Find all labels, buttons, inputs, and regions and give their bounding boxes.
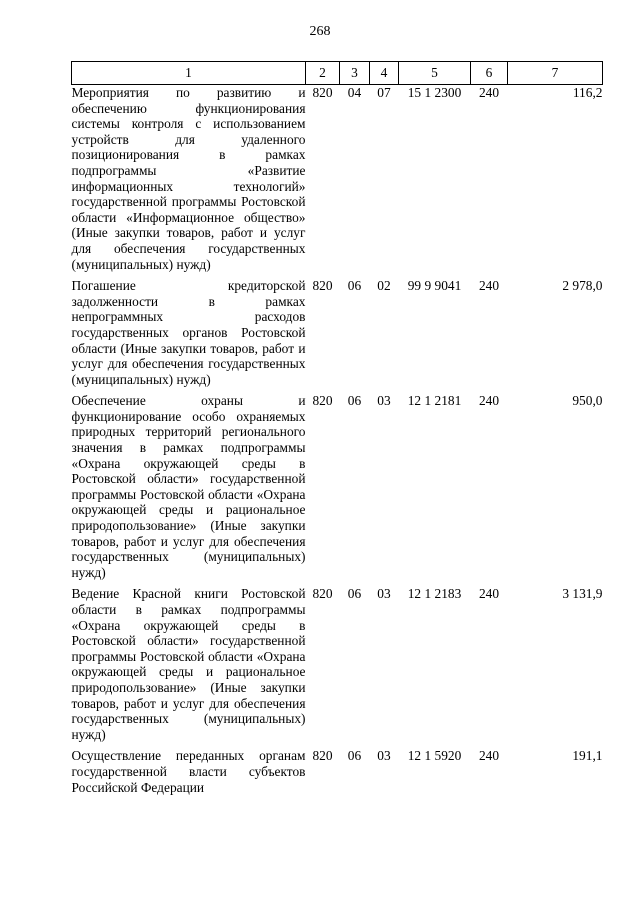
row-description: Осуществление переданных органам государственной власти субъектов Российской Федерации: [71, 748, 306, 795]
cell-code-ministry: 820: [312, 748, 333, 764]
cell-code-expense-type: 240: [478, 278, 500, 294]
row-description: Погашение кредиторской задолженности в рамках непрограммных расходов государственных органов Ростовской области (Иные закупки товаров, работ и услуг для обеспечения государственных (муниципальных) нужд): [71, 278, 306, 387]
row-description: Ведение Красной книги Ростовской области в рамках подпрограммы «Охрана окружающей среды в Ростовской области» государственной программы Ростовской области «Охрана окружающей среды и рациональное природопользование» (Иные закупки товаров, работ и услуг для обеспечения государственных (муниципальных) нужд): [71, 586, 306, 742]
cell-code-section: 06: [347, 278, 362, 294]
column-header: 5: [399, 62, 471, 85]
cell-amount: 116,2: [572, 85, 603, 100]
cell-code-expense-type: 240: [478, 85, 500, 100]
cell-code-target: 12 1 2181: [407, 393, 462, 409]
column-header: 4: [370, 62, 399, 85]
row-description: Обеспечение охраны и функционирование особо охраняемых природных территорий регионального значения в рамках подпрограммы «Охрана окружающей среды в Ростовской области» государственной программы Ростовской области «Охрана окружающей среды и рациональное природопользование» (Иные закупки товаров, работ и услуг для обеспечения государственных (муниципальных) нужд): [71, 393, 306, 580]
cell-code-target: 12 1 5920: [407, 748, 462, 764]
column-header: 6: [471, 62, 508, 85]
cell-code-subsection: 02: [377, 278, 391, 294]
table-row: [72, 393, 603, 580]
table-header-row: [72, 62, 603, 85]
cell-code-expense-type: 240: [478, 393, 500, 409]
cell-amount: 3 131,9: [562, 586, 603, 602]
row-description: Мероприятия по развитию и обеспечению функционирования системы контроля с использованием устройств для удаленного позиционирования в рамках подпрограммы «Развитие информационных технологий» государственной программы Ростовской области «Информационное общество» (Иные закупки товаров, работ и услуг для обеспечения государственных (муниципальных) нужд): [71, 85, 306, 272]
budget-table: [71, 61, 603, 795]
cell-code-target: 12 1 2183: [407, 586, 462, 602]
cell-code-subsection: 07: [377, 85, 391, 100]
page-number: 268: [309, 24, 331, 39]
column-header: 7: [508, 62, 603, 85]
cell-code-ministry: 820: [312, 278, 333, 294]
table-row: [72, 748, 603, 795]
column-header: 1: [72, 62, 306, 85]
cell-code-expense-type: 240: [478, 586, 500, 602]
table-row: [72, 586, 603, 742]
cell-code-subsection: 03: [377, 748, 391, 764]
cell-amount: 2 978,0: [562, 278, 603, 294]
table-row: [72, 85, 603, 273]
cell-code-subsection: 03: [377, 586, 391, 602]
cell-code-section: 04: [347, 85, 362, 100]
cell-code-section: 06: [347, 393, 362, 409]
cell-code-section: 06: [347, 748, 362, 764]
table-row: [72, 278, 603, 387]
cell-amount: 191,1: [572, 748, 603, 764]
cell-code-section: 06: [347, 586, 362, 602]
cell-code-ministry: 820: [312, 85, 333, 100]
cell-code-ministry: 820: [312, 393, 333, 409]
cell-code-subsection: 03: [377, 393, 391, 409]
column-header: 2: [306, 62, 340, 85]
cell-amount: 950,0: [572, 393, 603, 409]
cell-code-target: 15 1 2300: [407, 85, 462, 100]
column-header: 3: [340, 62, 370, 85]
cell-code-expense-type: 240: [478, 748, 500, 764]
cell-code-target: 99 9 9041: [407, 278, 462, 294]
cell-code-ministry: 820: [312, 586, 333, 602]
